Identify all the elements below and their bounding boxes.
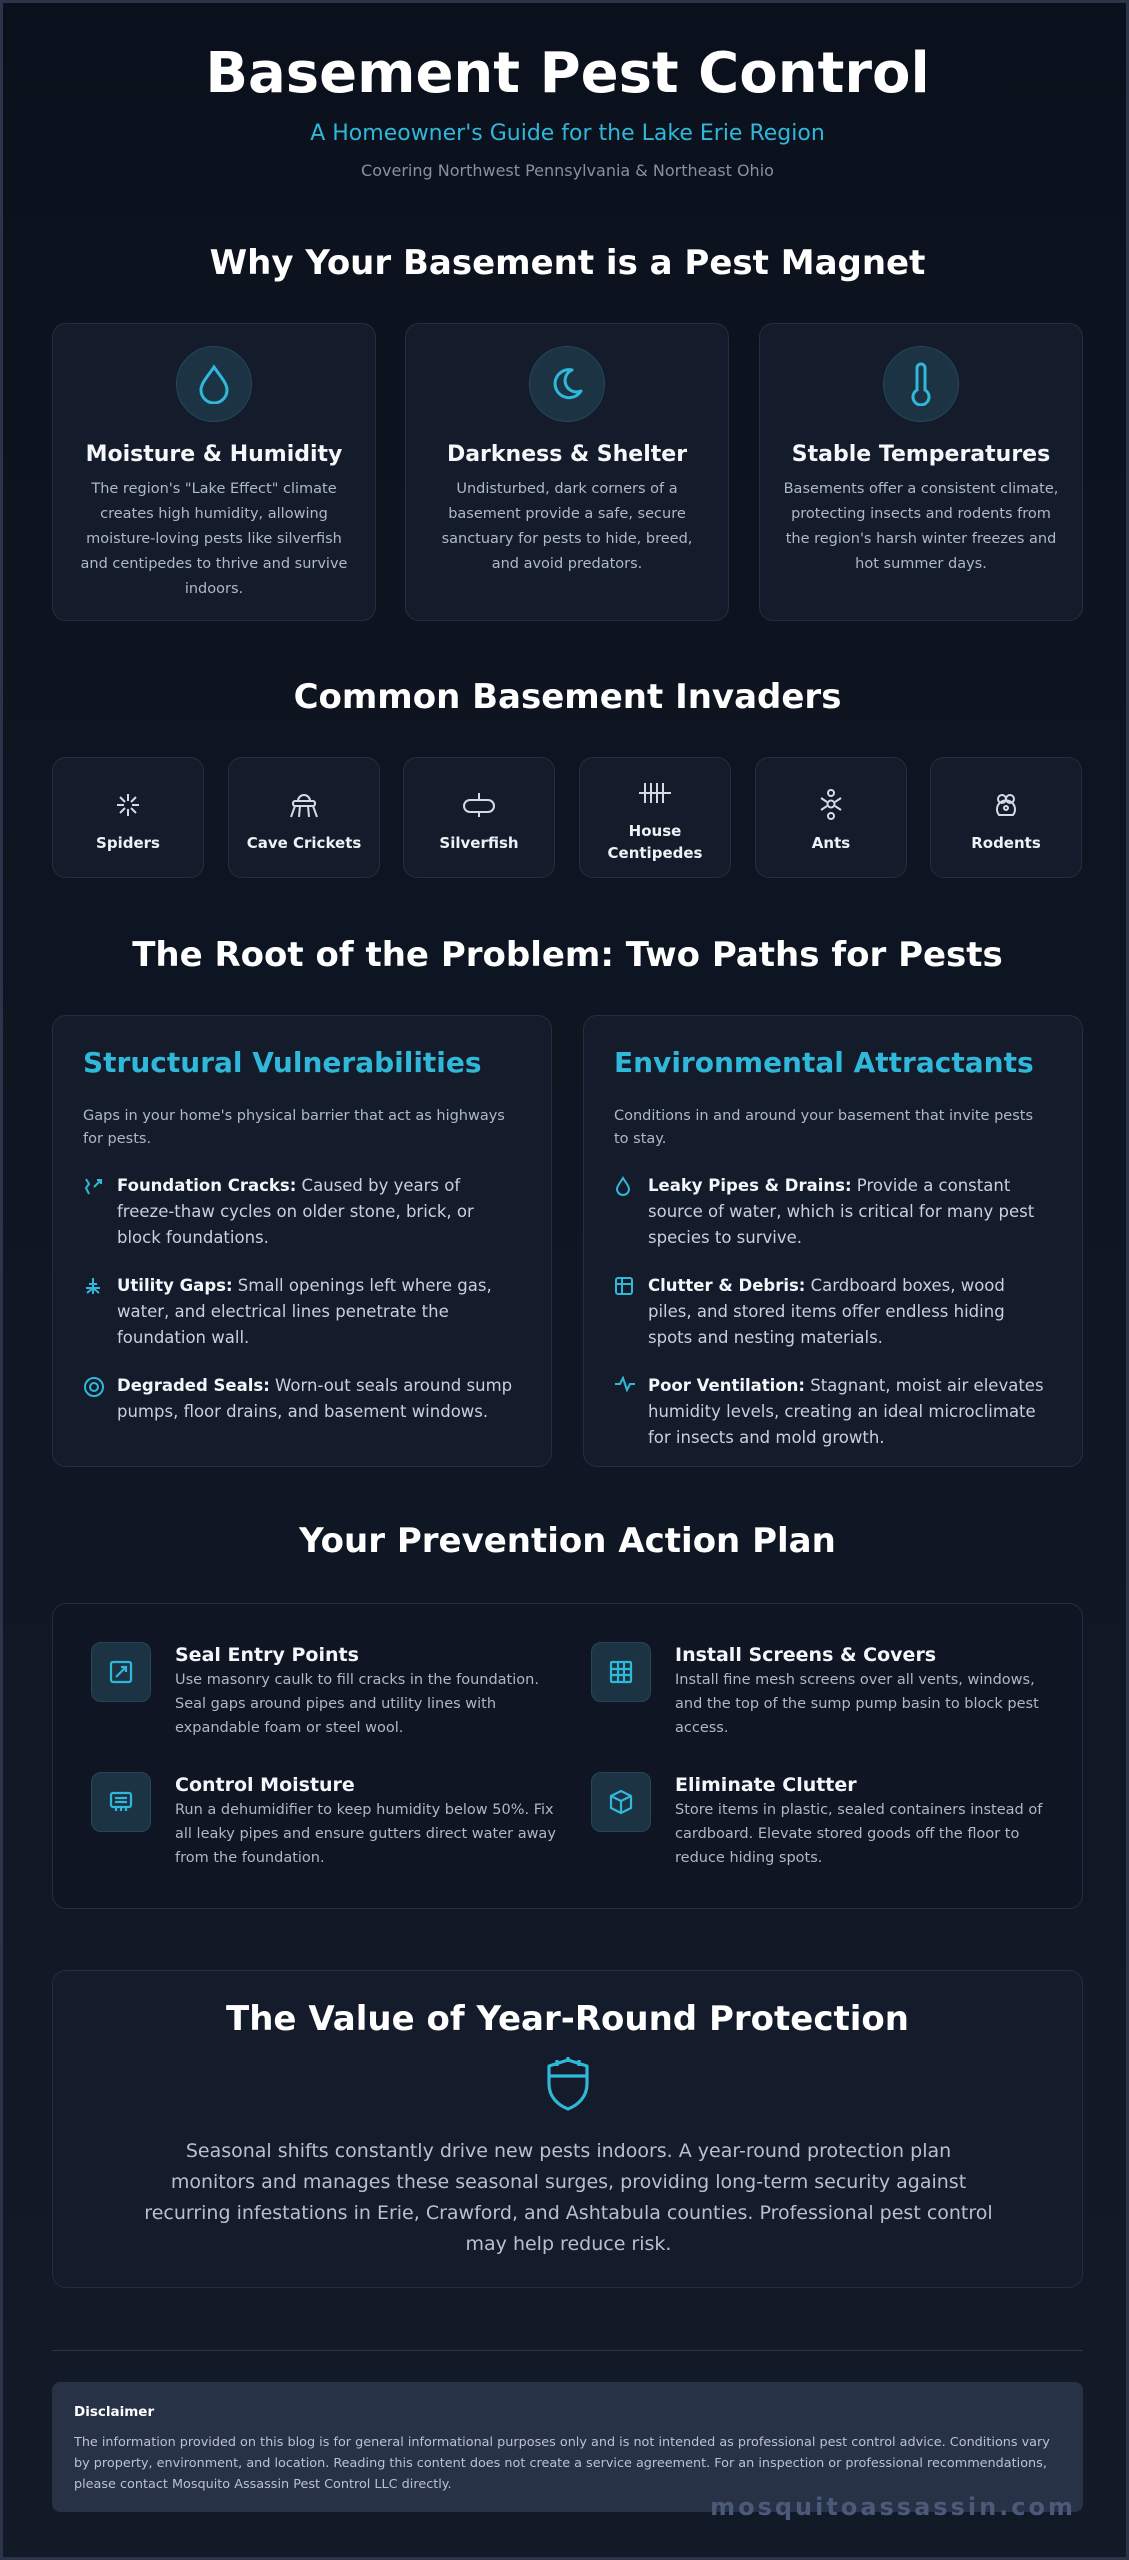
page-title: Basement Pest Control [205,41,930,106]
temperature-card [759,323,1083,621]
page-tagline: Covering Northwest Pennsylvania & Northeast Ohio [361,161,774,180]
plan-item-text: Use masonry caulk to fill cracks in the foundation. Seal gaps around pipes and utility lines with expandable foam or steel wool. [175,1672,539,1736]
crack-icon [83,1173,117,1251]
seal-icon [83,1373,117,1425]
plan-item-clutter [591,1772,1061,1870]
list-item [83,1173,521,1251]
rodent-icon [931,784,1081,826]
item-text: Small openings left where gas, water, and electrical lines penetrate the foundation wall. [117,1276,492,1347]
list-item [83,1373,521,1425]
invader-card-cave-crickets [228,757,380,878]
card-text: Undisturbed, dark corners of a basement provide a safe, secure sanctuary for pests to hide, breed, and avoid predators. [441,481,693,572]
drop-icon [614,1173,648,1251]
invader-label: Ants [811,834,851,852]
item-text: Cardboard boxes, wood piles, and stored items offer endless hiding spots and nesting materials. [648,1276,1005,1347]
box-icon [614,1273,648,1351]
disclaimer-text: The information provided on this blog is for general informational purposes only and is not intended as professional pest control advice. Conditions vary by property, environment, and location. Reading this content does not create a service agreement. For an inspection or professional recommendations, please contact Mosquito Assassin Pest Control LLC directly. [74,2435,1050,2492]
structural-card [52,1015,552,1467]
page-subtitle: A Homeowner's Guide for the Lake Erie Region [310,121,825,146]
plan-item-text: Store items in plastic, sealed containers instead of cardboard. Elevate stored goods off the floor to reduce hiding spots. [675,1802,1043,1866]
disclaimer-title: Disclaimer [74,2404,155,2420]
plan-item-moisture [91,1772,561,1870]
structural-intro: Gaps in your home's physical barrier that act as highways for pests. [83,1108,505,1147]
plan-section-title: Your Prevention Action Plan [299,1521,836,1561]
card-text: Basements offer a consistent climate, protecting insects and rodents from the region's harsh winter freezes and hot summer days. [783,481,1059,572]
centipede-icon [580,772,730,814]
screen-icon [591,1642,651,1702]
environmental-card [583,1015,1083,1467]
plan-item-seal [91,1642,561,1740]
magnet-section-title: Why Your Basement is a Pest Magnet [209,243,926,283]
invader-label: Spiders [96,834,160,852]
container-icon [591,1772,651,1832]
invader-card-silverfish [403,757,555,878]
darkness-card [405,323,729,621]
item-bold: Utility Gaps: [117,1276,233,1295]
card-title: Moisture & Humidity [85,442,343,467]
list-item [614,1273,1052,1351]
item-text: Caused by years of freeze-thaw cycles on older stone, brick, or block foundations. [117,1176,474,1247]
item-bold: Degraded Seals: [117,1376,270,1395]
list-item [614,1373,1052,1451]
invader-label: Cave Crickets [246,834,362,852]
item-bold: Clutter & Debris: [648,1276,806,1295]
value-title: The Value of Year-Round Protection [226,1999,909,2039]
plan-item-title: Install Screens & Covers [675,1644,937,1666]
thermometer-icon [883,346,959,422]
list-item [614,1173,1052,1251]
seal-entry-icon [91,1642,151,1702]
shield-icon [53,2056,1082,2112]
invaders-section-title: Common Basement Invaders [293,677,842,717]
plan-item-title: Seal Entry Points [175,1644,359,1666]
invader-label: Rodents [971,834,1041,852]
utility-icon [83,1273,117,1351]
invader-label: Silverfish [439,834,519,852]
plan-item-text: Install fine mesh screens over all vents, windows, and the top of the sump pump basin to block pest access. [675,1672,1039,1736]
plan-card [52,1603,1083,1909]
moon-icon [529,346,605,422]
water-drop-icon [176,346,252,422]
invader-card-spiders [52,757,204,878]
environmental-intro: Conditions in and around your basement that invite pests to stay. [614,1108,1033,1147]
silverfish-icon [404,784,554,826]
invader-card-rodents [930,757,1082,878]
list-item [83,1273,521,1351]
item-bold: Poor Ventilation: [648,1376,806,1395]
plan-item-text: Run a dehumidifier to keep humidity below 50%. Fix all leaky pipes and ensure gutters direct water away from the foundation. [175,1802,556,1866]
cricket-icon [229,784,379,826]
value-text: Seasonal shifts constantly drive new pests indoors. A year-round protection plan monitors and manages these seasonal surges, providing long-term security against recurring infestations in Erie, Crawford, and Ashtabula counties. Professional pest control may help reduce risk. [144,2140,993,2255]
plan-item-title: Control Moisture [175,1774,355,1796]
invader-card-ants [755,757,907,878]
invader-label: House Centipedes [607,822,703,862]
item-text: Provide a constant source of water, which is critical for many pest species to survive. [648,1176,1035,1247]
airflow-icon [614,1373,648,1451]
watermark: mosquitoassassin.com [710,2493,1076,2521]
structural-title: Structural Vulnerabilities [83,1046,482,1079]
ant-icon [756,784,906,826]
plan-item-screens [591,1642,1061,1740]
environmental-title: Environmental Attractants [614,1046,1034,1079]
item-text: Stagnant, moist air elevates humidity levels, creating an ideal microclimate for insects and mold growth. [648,1376,1044,1447]
plan-item-title: Eliminate Clutter [675,1774,857,1796]
item-bold: Leaky Pipes & Drains: [648,1176,852,1195]
card-title: Darkness & Shelter [446,442,688,467]
item-text: Worn-out seals around sump pumps, floor drains, and basement windows. [117,1376,513,1421]
dehumidifier-icon [91,1772,151,1832]
divider [52,2350,1083,2351]
item-bold: Foundation Cracks: [117,1176,297,1195]
spider-icon [53,784,203,826]
moisture-card [52,323,376,621]
value-card [52,1970,1083,2288]
card-text: The region's "Lake Effect" climate creates high humidity, allowing moisture-loving pests like silverfish and centipedes to thrive and survive indoors. [80,481,348,597]
root-section-title: The Root of the Problem: Two Paths for Pests [132,935,1003,975]
card-title: Stable Temperatures [791,442,1051,467]
invader-card-house-centipedes [579,757,731,878]
